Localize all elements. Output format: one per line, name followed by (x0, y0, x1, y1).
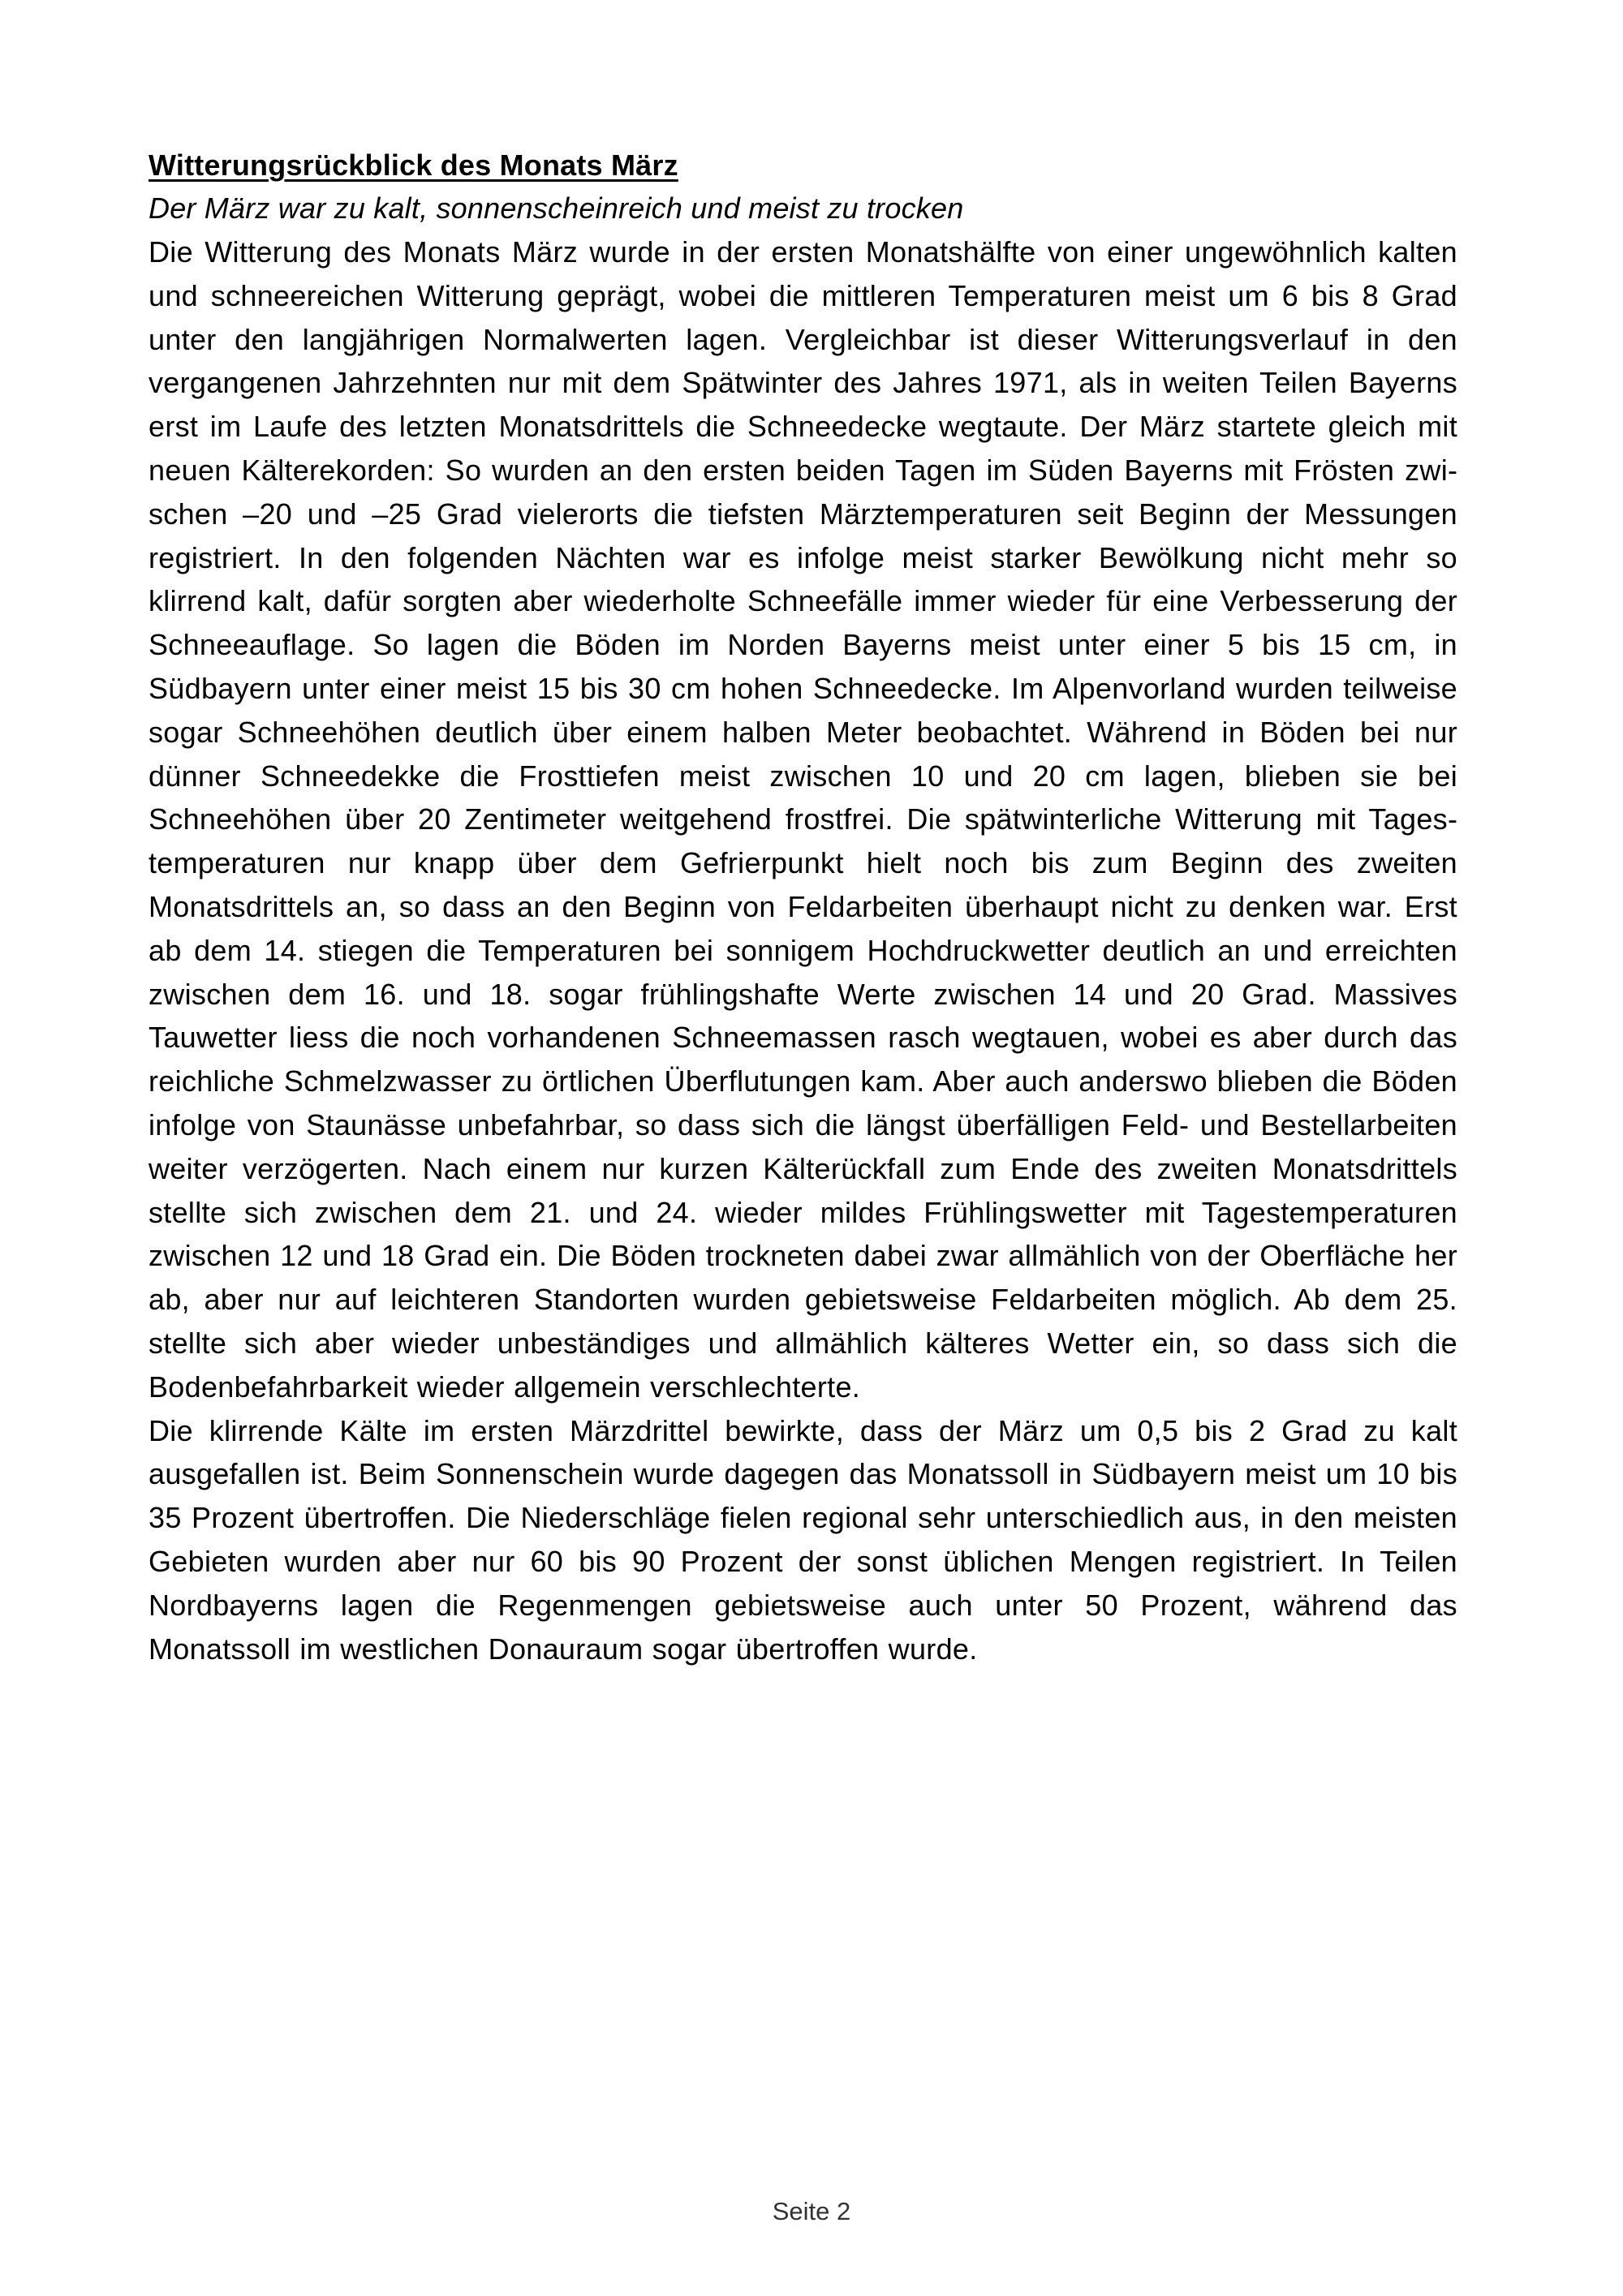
paragraph-weather-course: Die Witterung des Monats März wurde in der ersten Monatshälfte von einer ungewöhnlich kalten und schneereichen Witterung geprägt, wobei die mittleren Temperaturen meist um 6 bis 8 Grad unter den langjährigen Normalwerten lagen. Vergleichbar ist dieser Witterungsverlauf in den vergangenen Jahrzehnten nur mit dem Spätwinter des Jahres 1971, als in weiten Teilen Bayerns erst im Laufe des letzten Monatsdrittels die Schneedecke wegtaute. Der März startete gleich mit neuen Kälterekorden: So wurden an den ersten beiden Tagen im Süden Bayerns mit Frösten zwischen –20 und –25 Grad vielerorts die tiefsten Märztemperaturen seit Beginn der Messungen registriert. In den folgenden Nächten war es infolge meist starker Bewölkung nicht mehr so klirrend kalt, dafür sorgten aber wiederholte Schneefälle immer wieder für eine Verbesserung der Schneeauflage. So lagen die Böden im Norden Bayerns meist unter einer 5 bis 15 cm, in Südbayern unter einer meist 15 bis 30 cm hohen Schneedecke. Im Alpenvorland wurden teilweise sogar Schneehöhen deutlich über einem halben Meter beobachtet. Während in Böden bei nur dünner Schneedekke die Frosttiefen meist zwischen 10 und 20 cm lagen, blieben sie bei Schneehöhen über 20 Zentimeter weitgehend frostfrei. Die spätwinterliche Witterung mit Tagestemperaturen nur knapp über dem Gefrierpunkt hielt noch bis zum Beginn des zweiten Monatsdrittels an, so dass an den Beginn von Feldarbeiten überhaupt nicht zu denken war. Erst ab dem 14. stiegen die Temperaturen bei sonnigem Hochdruckwetter deutlich an und erreichten zwischen dem 16. und 18. sogar frühlingshafte Werte zwischen 14 und 20 Grad. Massives Tauwetter liess die noch vorhandenen Schneemassen rasch wegtauen, wobei es aber durch das reichliche Schmelzwasser zu örtlichen Überflutungen kam. Aber auch anderswo blieben die Böden infolge von Staunässe unbefahrbar, so dass sich die längst überfälligen Feld- und Bestellarbeiten weiter verzögerten. Nach einem nur kurzen Kälterückfall zum Ende des zweiten Monatsdrittels stellte sich zwischen dem 21. und 24. wieder mildes Frühlingswetter mit Tagestemperaturen zwischen 12 und 18 Grad ein. Die Böden trockneten dabei zwar allmählich von der Oberfläche her ab, aber nur auf leichteren Standorten wurden gebietsweise Feldarbeiten möglich. Ab dem 25. stellte sich aber wieder unbeständiges und allmählich kälteres Wetter ein, so dass sich die Bodenbefahrbarkeit wieder allgemein verschlechterte. (149, 235, 1457, 1404)
document-subtitle: Der März war zu kalt, sonnenscheinreich und meist zu trocken (149, 191, 964, 225)
page-number: Seite 2 (772, 2197, 851, 2225)
paragraph-summary: Die klirrende Kälte im ersten Märzdrittel bewirkte, dass der März um 0,5 bis 2 Grad zu kalt ausgefallen ist. Beim Sonnenschein wurde dagegen das Monatssoll in Südbayern meist um 10 bis 35 Prozent übertroffen. Die Niederschläge fielen regional sehr unterschiedlich aus, in den meisten Gebieten wurden aber nur 60 bis 90 Prozent der sonst üblichen Mengen registriert. In Teilen Nordbayerns lagen die Regenmengen gebietsweise auch unter 50 Prozent, während das Monatssoll im westlichen Donauraum sogar übertroffen wurde. (149, 1413, 1457, 1666)
document-title: Witterungsrückblick des Monats März (149, 148, 678, 182)
document-body (149, 144, 1457, 1670)
